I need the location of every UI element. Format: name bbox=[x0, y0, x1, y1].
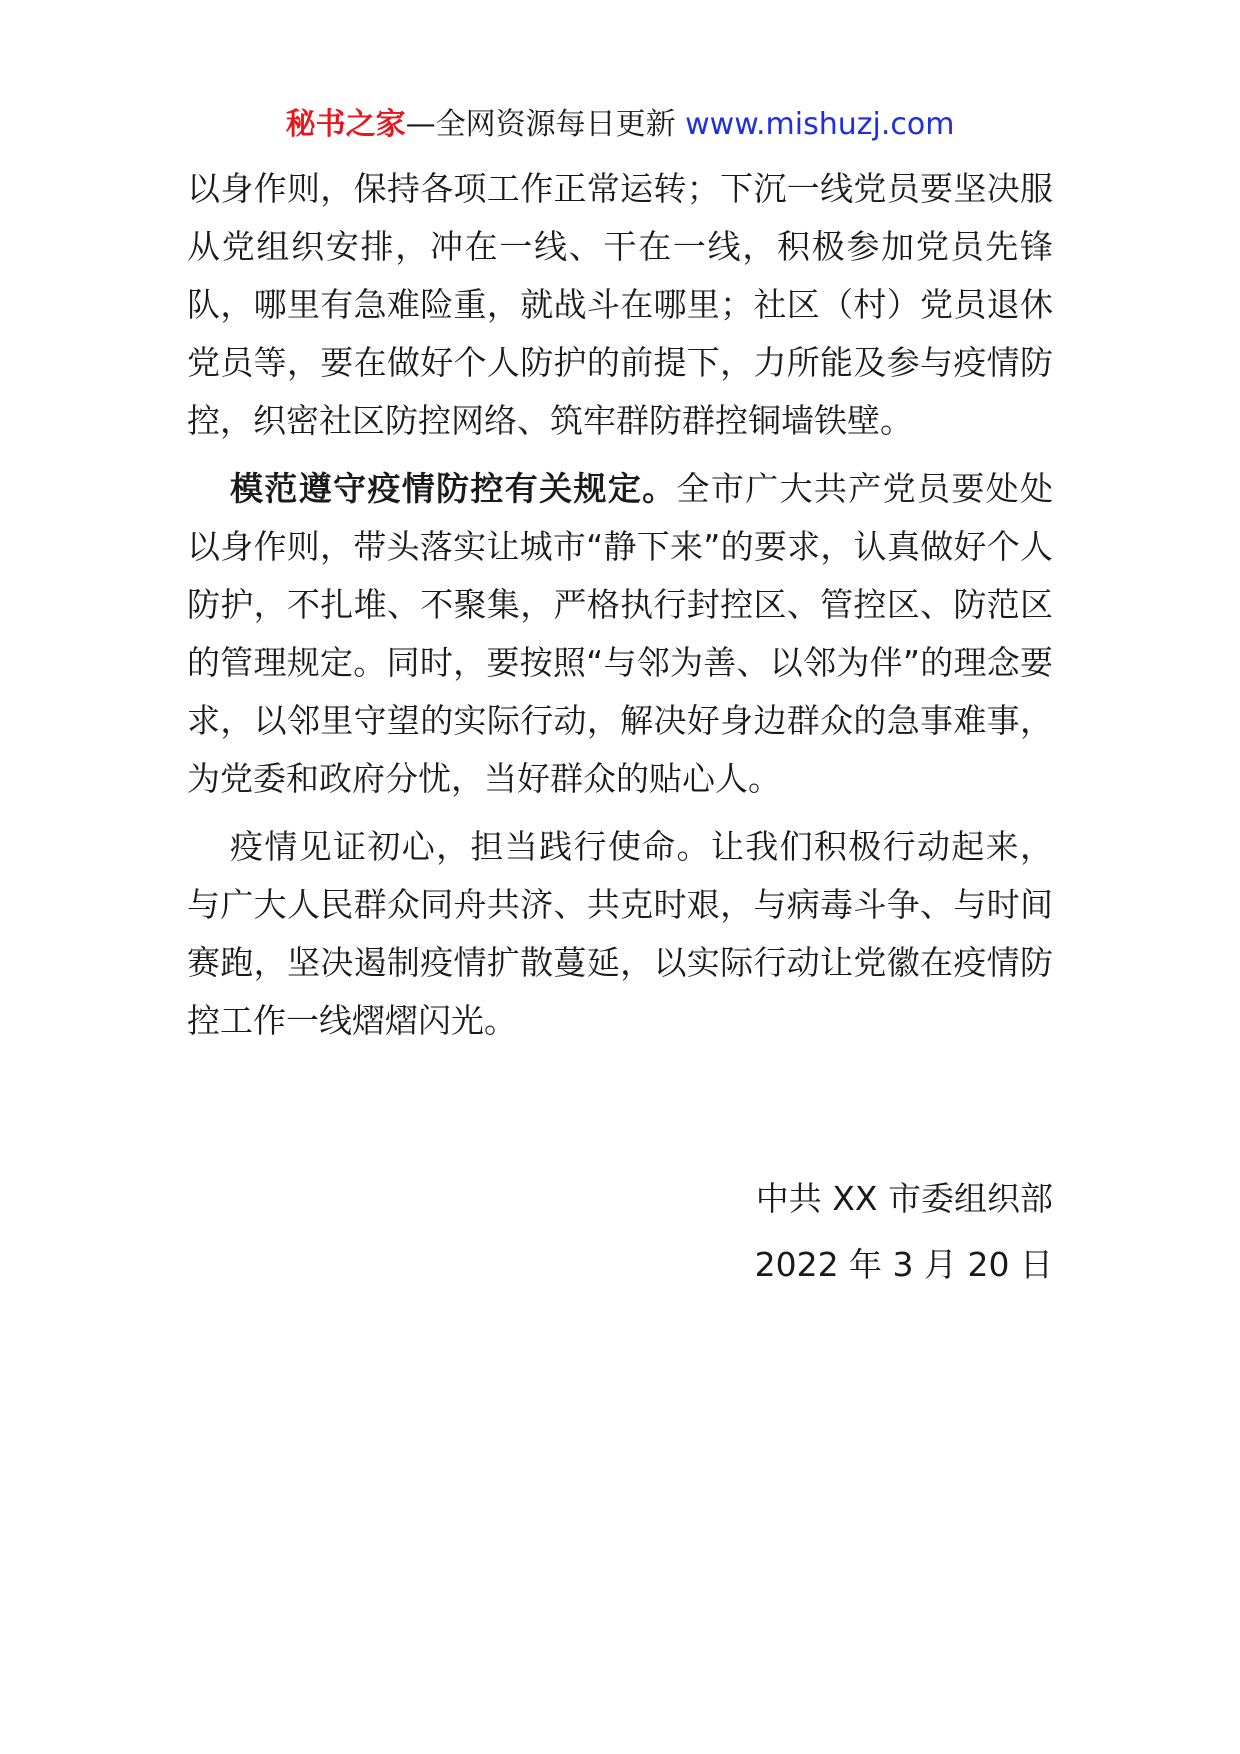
paragraph-text: 疫情见证初心，担当践行使命。让我们积极行动起来，与广大人民群众同舟共济、共克时艰，与病毒斗争、与时间赛跑，坚决遏制疫情扩散蔓延，以实际行动让党徽在疫情防控工作一线熠熠闪光。 bbox=[187, 827, 1053, 1040]
paragraph-text: 全市广大共产党员要处处以身作则，带头落实让城市“静下来”的要求，认真做好个人防护，不扎堆、不聚集，严格执行封控区、管控区、防范区的管理规定。同时，要按照“与邻为善、以邻为伴”的理念要求，以邻里守望的实际行动，解决好身边群众的急事难事，为党委和政府分忧，当好群众的贴心人。 bbox=[187, 469, 1054, 798]
signature-organization: 中共 XX 市委组织部 bbox=[755, 1179, 1053, 1218]
paragraph-lead-heading: 模范遵守疫情防控有关规定。 bbox=[230, 469, 677, 508]
paragraph-text: 以身作则，保持各项工作正常运转；下沉一线党员要坚决服从党组织安排，冲在一线、干在一线，积极参加党员先锋队，哪里有急难险重，就战斗在哪里；社区（村）党员退休党员等，要在做好个人防护的前提下，力所能及参与疫情防控，织密社区防控网络、筑牢群防群控铜墙铁壁。 bbox=[187, 169, 1053, 440]
document-body bbox=[187, 160, 1053, 1060]
paragraph-rules bbox=[187, 460, 1053, 808]
paragraph-continuation bbox=[187, 160, 1053, 450]
watermark-tagline: —全网资源每日更新 bbox=[405, 107, 686, 142]
watermark-brand: 秘书之家 bbox=[285, 107, 406, 142]
site-watermark-header bbox=[0, 103, 1240, 147]
paragraph-closing bbox=[187, 818, 1053, 1050]
signature-date: 2022 年 3 月 20 日 bbox=[754, 1245, 1053, 1284]
watermark-url[interactable]: www.mishuzj.com bbox=[685, 107, 955, 142]
